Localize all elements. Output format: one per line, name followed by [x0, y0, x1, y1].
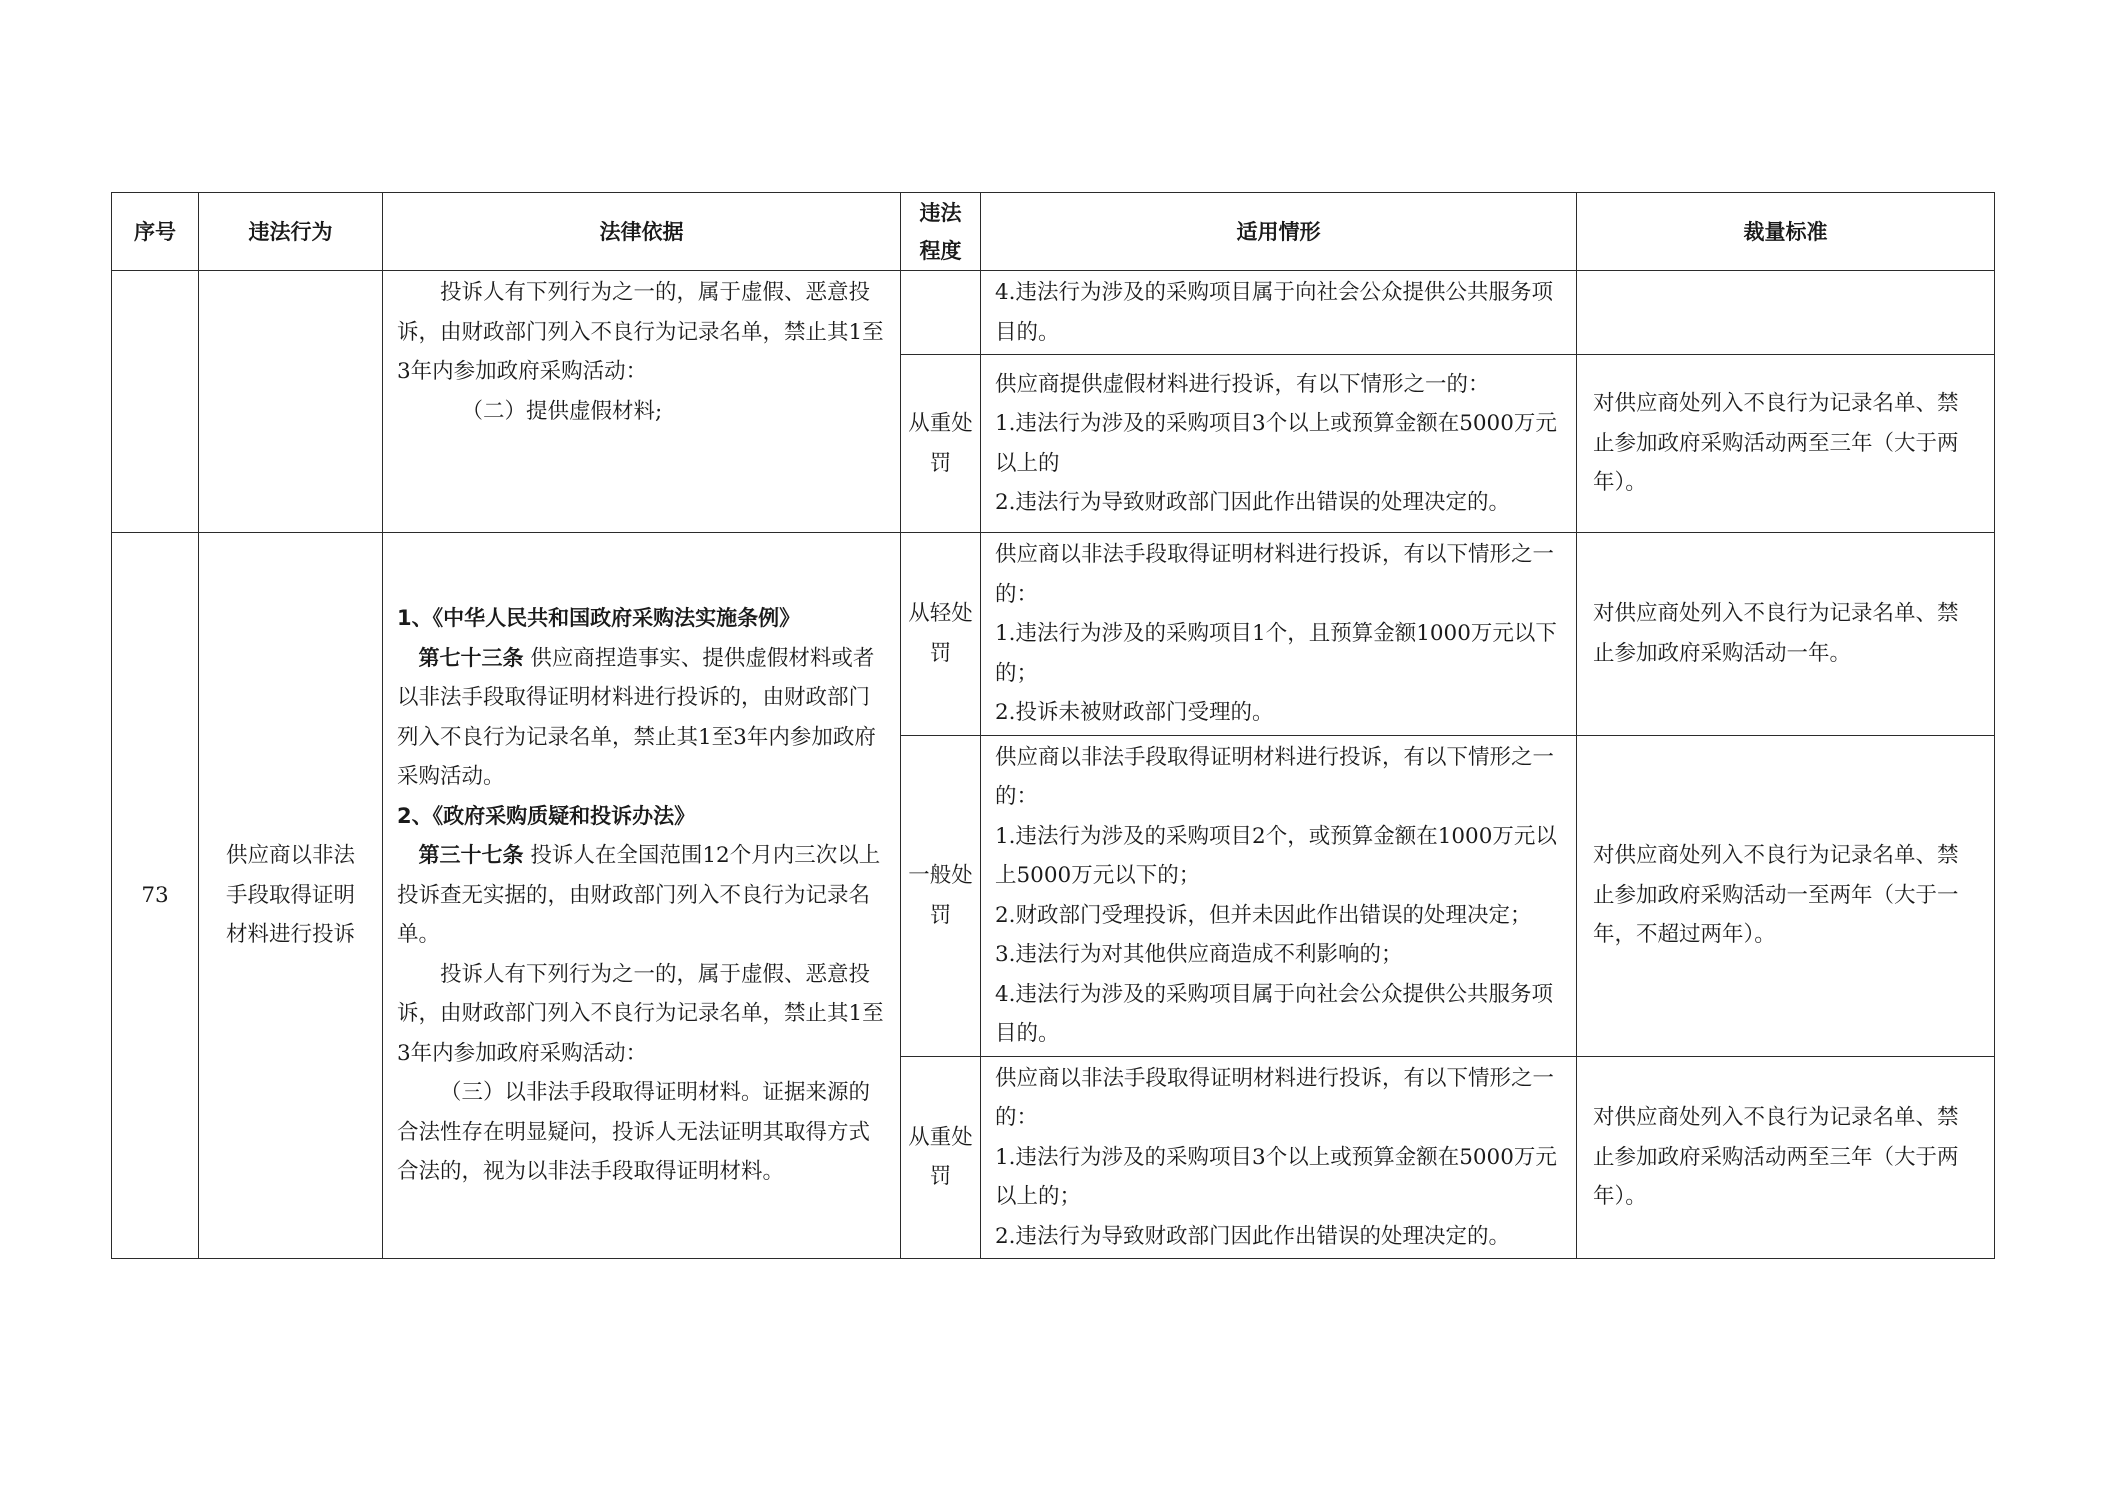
discretion-table — [111, 192, 1995, 1259]
header-basis: 法律依据 — [383, 193, 901, 271]
situation-line: 3.违法行为对其他供应商造成不利影响的； — [995, 942, 1403, 967]
behavior-cell-empty — [199, 271, 383, 533]
basis-cell — [383, 533, 901, 1259]
article-number: 第七十三条 — [418, 645, 524, 670]
situation-cell — [981, 533, 1577, 736]
situation-cell — [981, 355, 1577, 533]
standard-cell-empty — [1577, 271, 1995, 355]
table-header-row — [112, 193, 1995, 271]
degree-cell-empty — [901, 271, 981, 355]
header-standard: 裁量标准 — [1577, 193, 1995, 271]
basis-paragraph: （三）以非法手段取得证明材料。证据来源的合法性存在明显疑问，投诉人无法证明其取得方式合法的，视为以非法手段取得证明材料。 — [397, 1080, 871, 1185]
situation-line: 4.违法行为涉及的采购项目属于向社会公众提供公共服务项目的。 — [995, 981, 1554, 1046]
basis-paragraph: 投诉人有下列行为之一的，属于虚假、恶意投诉，由财政部门列入不良行为记录名单，禁止其1至3年内参加政府采购活动： — [397, 961, 884, 1066]
degree-cell: 从轻处罚 — [901, 533, 981, 736]
situation-line: 供应商以非法手段取得证明材料进行投诉，有以下情形之一的： — [995, 744, 1555, 809]
situation-line: 2.违法行为导致财政部门因此作出错误的处理决定的。 — [995, 490, 1511, 515]
situation-cell — [981, 735, 1577, 1056]
situation-line: 2.投诉未被财政部门受理的。 — [995, 700, 1274, 725]
situation-line: 供应商以非法手段取得证明材料进行投诉，有以下情形之一的： — [995, 1065, 1555, 1130]
table-row — [112, 533, 1995, 736]
situation-cell — [981, 1056, 1577, 1259]
header-seq: 序号 — [112, 193, 199, 271]
situation-line: 1.违法行为涉及的采购项目3个以上或预算金额在5000万元以上的 — [995, 411, 1557, 476]
law-title: 1、《中华人民共和国政府采购法实施条例》 — [397, 606, 801, 631]
law-article — [397, 836, 886, 955]
situation-line: 供应商以非法手段取得证明材料进行投诉，有以下情形之一的： — [995, 542, 1555, 607]
standard-cell: 对供应商处列入不良行为记录名单、禁止参加政府采购活动一年。 — [1577, 533, 1995, 736]
situation-line: 2.财政部门受理投诉，但并未因此作出错误的处理决定； — [995, 902, 1532, 928]
situation-line: 1.违法行为涉及的采购项目2个，或预算金额在1000万元以上5000万元以下的； — [995, 823, 1557, 888]
law-title: 2、《政府采购质疑和投诉办法》 — [397, 803, 696, 828]
basis-cell-cont — [383, 271, 901, 533]
table-row — [112, 271, 1995, 355]
header-situation: 适用情形 — [981, 193, 1577, 271]
degree-cell: 从重处罚 — [901, 355, 981, 533]
article-number: 第三十七条 — [418, 843, 524, 868]
law-article — [397, 639, 886, 797]
basis-paragraph: （二）提供虚假材料; — [461, 398, 663, 424]
situation-line: 1.违法行为涉及的采购项目3个以上或预算金额在5000万元以上的； — [995, 1144, 1557, 1209]
seq-cell: 73 — [112, 533, 199, 1259]
standard-cell: 对供应商处列入不良行为记录名单、禁止参加政府采购活动一至两年（大于一年，不超过两年）。 — [1577, 735, 1995, 1056]
article-text: 供应商捏造事实、提供虚假材料或者以非法手段取得证明材料进行投诉的，由财政部门列入不良行为记录名单，禁止其1至3年内参加政府采购活动。 — [397, 645, 876, 790]
behavior-cell: 供应商以非法手段取得证明材料进行投诉 — [199, 533, 383, 1259]
basis-paragraph: 投诉人有下列行为之一的，属于虚假、恶意投诉，由财政部门列入不良行为记录名单，禁止其1至3年内参加政府采购活动： — [397, 280, 884, 384]
standard-cell: 对供应商处列入不良行为记录名单、禁止参加政府采购活动两至三年（大于两年）。 — [1577, 355, 1995, 533]
article-text: 投诉人在全国范围12个月内三次以上投诉查无实据的，由财政部门列入不良行为记录名单。 — [397, 843, 881, 948]
header-degree: 违法 程度 — [901, 193, 981, 271]
situation-cell: 4.违法行为涉及的采购项目属于向社会公众提供公共服务项目的。 — [981, 271, 1577, 355]
seq-cell-empty — [112, 271, 199, 533]
situation-line: 供应商提供虚假材料进行投诉，有以下情形之一的： — [995, 371, 1490, 397]
situation-line: 1.违法行为涉及的采购项目1个，且预算金额1000万元以下的； — [995, 621, 1557, 686]
degree-cell: 从重处罚 — [901, 1056, 981, 1259]
situation-line: 2.违法行为导致财政部门因此作出错误的处理决定的。 — [995, 1223, 1511, 1249]
degree-cell: 一般处罚 — [901, 735, 981, 1056]
header-behavior: 违法行为 — [199, 193, 383, 271]
standard-cell: 对供应商处列入不良行为记录名单、禁止参加政府采购活动两至三年（大于两年）。 — [1577, 1056, 1995, 1259]
